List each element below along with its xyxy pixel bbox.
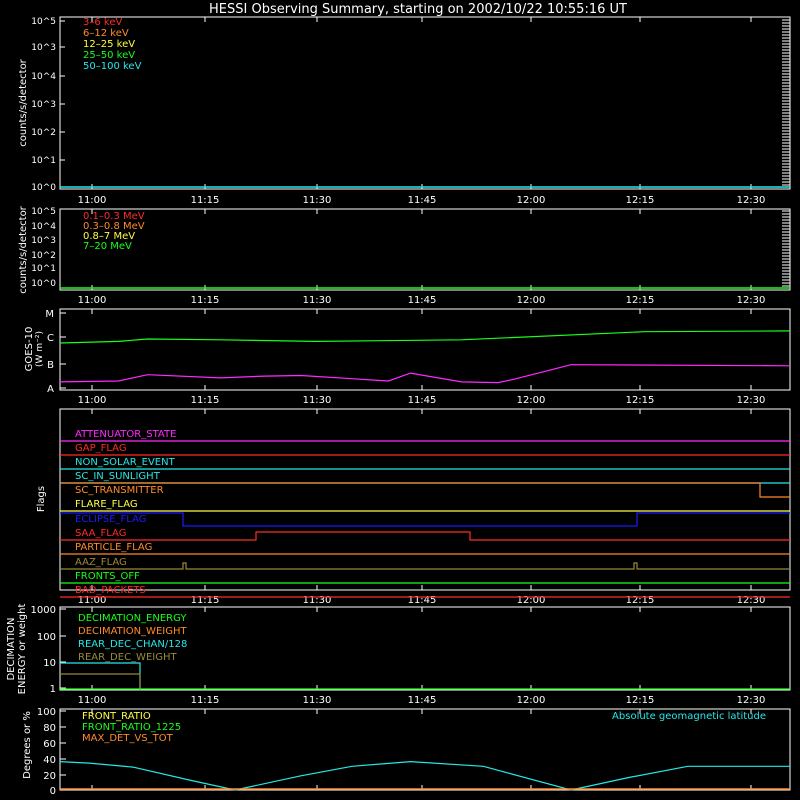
x-tick-label: 12:15 <box>625 195 655 206</box>
flag-label: SAA_FLAG <box>75 528 127 539</box>
y-tick-label: 10^1 <box>31 156 56 166</box>
y-tick-label: A <box>47 384 54 395</box>
x-tick-label: 11:30 <box>302 395 332 406</box>
flag-label: AAZ_FLAG <box>75 557 127 568</box>
legend-entry: FRONT_RATIO <box>82 711 151 722</box>
x-tick-label: 11:15 <box>190 395 220 406</box>
y-tick-label: 10^4 <box>31 222 56 232</box>
flag-label: BAD_PACKETS <box>75 585 146 596</box>
legend-entry: DECIMATION_ENERGY <box>78 613 187 624</box>
x-tick-label: 12:15 <box>625 295 655 306</box>
legend-entry: 0.1–0.3 MeV <box>83 211 145 222</box>
x-tick-label: 11:15 <box>190 195 220 206</box>
y-axis-label: (W m⁻²) <box>35 331 45 367</box>
x-tick-label: 12:30 <box>736 695 766 706</box>
y-axis-label: ENERGY or weight <box>17 603 28 695</box>
flag-label: ECLIPSE_FLAG <box>75 514 147 525</box>
flag-label: ATTENUATOR_STATE <box>75 429 177 440</box>
legend-entry: FRONT_RATIO_1225 <box>82 722 182 733</box>
y-axis-label: counts/s/detector <box>18 206 29 294</box>
y-tick-label: 10^0 <box>31 279 56 289</box>
x-tick-label: 12:00 <box>516 395 546 406</box>
x-tick-label: 11:00 <box>77 595 107 606</box>
y-axis-label: DECIMATION <box>6 617 17 681</box>
x-tick-label: 11:00 <box>77 295 107 306</box>
legend-entry: DECIMATION_WEIGHT <box>78 626 187 637</box>
y-tick-label: 1 <box>49 684 56 695</box>
y-tick-label: 10^3 <box>31 43 56 53</box>
y-tick-label: 10^5 <box>31 17 56 27</box>
legend-entry: 50–100 keV <box>83 61 142 72</box>
x-tick-label: 11:45 <box>407 595 437 606</box>
y-tick-label: 10 <box>43 658 56 669</box>
x-tick-label: 11:45 <box>407 395 437 406</box>
y-tick-label: 10^1 <box>31 264 56 274</box>
y-tick-label: 80 <box>43 723 56 734</box>
y-tick-label: 40 <box>43 755 56 766</box>
legend-entry: 12–25 keV <box>83 39 136 50</box>
legend-entry: 0.8–7 MeV <box>83 231 136 242</box>
y-tick-label: 100 <box>36 632 56 643</box>
y-tick-label: M <box>45 309 54 320</box>
x-tick-label: 12:15 <box>625 395 655 406</box>
x-tick-label: 12:00 <box>516 195 546 206</box>
legend-entry: REAR_DEC_WEIGHT <box>78 652 177 663</box>
flag-label: FLARE_FLAG <box>75 499 138 510</box>
y-axis-label: counts/s/detector <box>18 59 29 147</box>
x-tick-label: 12:15 <box>625 695 655 706</box>
y-tick-label: 10^5 <box>31 207 56 217</box>
legend-entry: 7–20 MeV <box>83 241 132 252</box>
x-tick-label: 12:30 <box>736 195 766 206</box>
x-tick-label: 12:00 <box>516 295 546 306</box>
x-tick-label: 12:30 <box>736 295 766 306</box>
x-tick-label: 11:00 <box>77 695 107 706</box>
y-tick-label: 10^3 <box>31 100 56 110</box>
y-axis-label: Flags <box>36 485 47 513</box>
y-tick-label: 1000 <box>30 605 56 616</box>
y-tick-label: 10^0 <box>31 183 56 193</box>
y-tick-label: 100 <box>36 707 56 718</box>
flag-label: NON_SOLAR_EVENT <box>75 457 175 468</box>
y-tick-label: 10^4 <box>31 72 56 82</box>
legend-entry: 6–12 keV <box>83 28 129 39</box>
x-tick-label: 12:30 <box>736 395 766 406</box>
y-tick-label: C <box>47 333 54 344</box>
x-tick-label: 11:15 <box>190 295 220 306</box>
flag-label: FRONTS_OFF <box>75 571 140 582</box>
y-tick-label: 10^2 <box>31 128 56 138</box>
x-tick-label: 12:00 <box>516 695 546 706</box>
x-tick-label: 11:30 <box>302 595 332 606</box>
y-tick-label: 0 <box>49 786 56 797</box>
x-tick-label: 11:30 <box>302 695 332 706</box>
y-axis-label: Degrees or % <box>22 711 33 779</box>
legend-entry: 3–6 keV <box>83 17 123 28</box>
x-tick-label: 11:45 <box>407 295 437 306</box>
annotation: Absolute geomagnetic latitude <box>612 711 766 722</box>
flag-label: SC_TRANSMITTER <box>75 485 164 496</box>
flag-label: PARTICLE_FLAG <box>75 542 153 553</box>
x-tick-label: 12:15 <box>625 595 655 606</box>
legend-entry: 0.3–0.8 MeV <box>83 221 145 232</box>
y-tick-label: 10^3 <box>31 236 56 246</box>
y-tick-label: 10^2 <box>31 251 56 261</box>
figure-title: HESSI Observing Summary, starting on 2002/10/22 10:55:16 UT <box>209 2 627 17</box>
legend-entry: MAX_DET_VS_TOT <box>82 733 173 744</box>
x-tick-label: 12:00 <box>516 595 546 606</box>
x-tick-label: 11:15 <box>190 595 220 606</box>
x-tick-label: 11:45 <box>407 195 437 206</box>
x-tick-label: 11:30 <box>302 295 332 306</box>
x-tick-label: 11:15 <box>190 695 220 706</box>
y-axis-label: GOES-10 <box>24 326 35 372</box>
y-tick-label: 20 <box>43 771 56 782</box>
x-tick-label: 11:00 <box>77 395 107 406</box>
legend-entry: 25–50 keV <box>83 50 136 61</box>
y-tick-label: 60 <box>43 739 56 750</box>
x-tick-label: 11:45 <box>407 695 437 706</box>
x-tick-label: 11:00 <box>77 195 107 206</box>
x-tick-label: 12:30 <box>736 595 766 606</box>
flag-label: SC_IN_SUNLIGHT <box>75 471 160 482</box>
legend-entry: REAR_DEC_CHAN/128 <box>78 639 188 650</box>
flag-label: GAP_FLAG <box>75 443 127 454</box>
x-tick-label: 11:30 <box>302 195 332 206</box>
y-tick-label: B <box>47 360 54 371</box>
